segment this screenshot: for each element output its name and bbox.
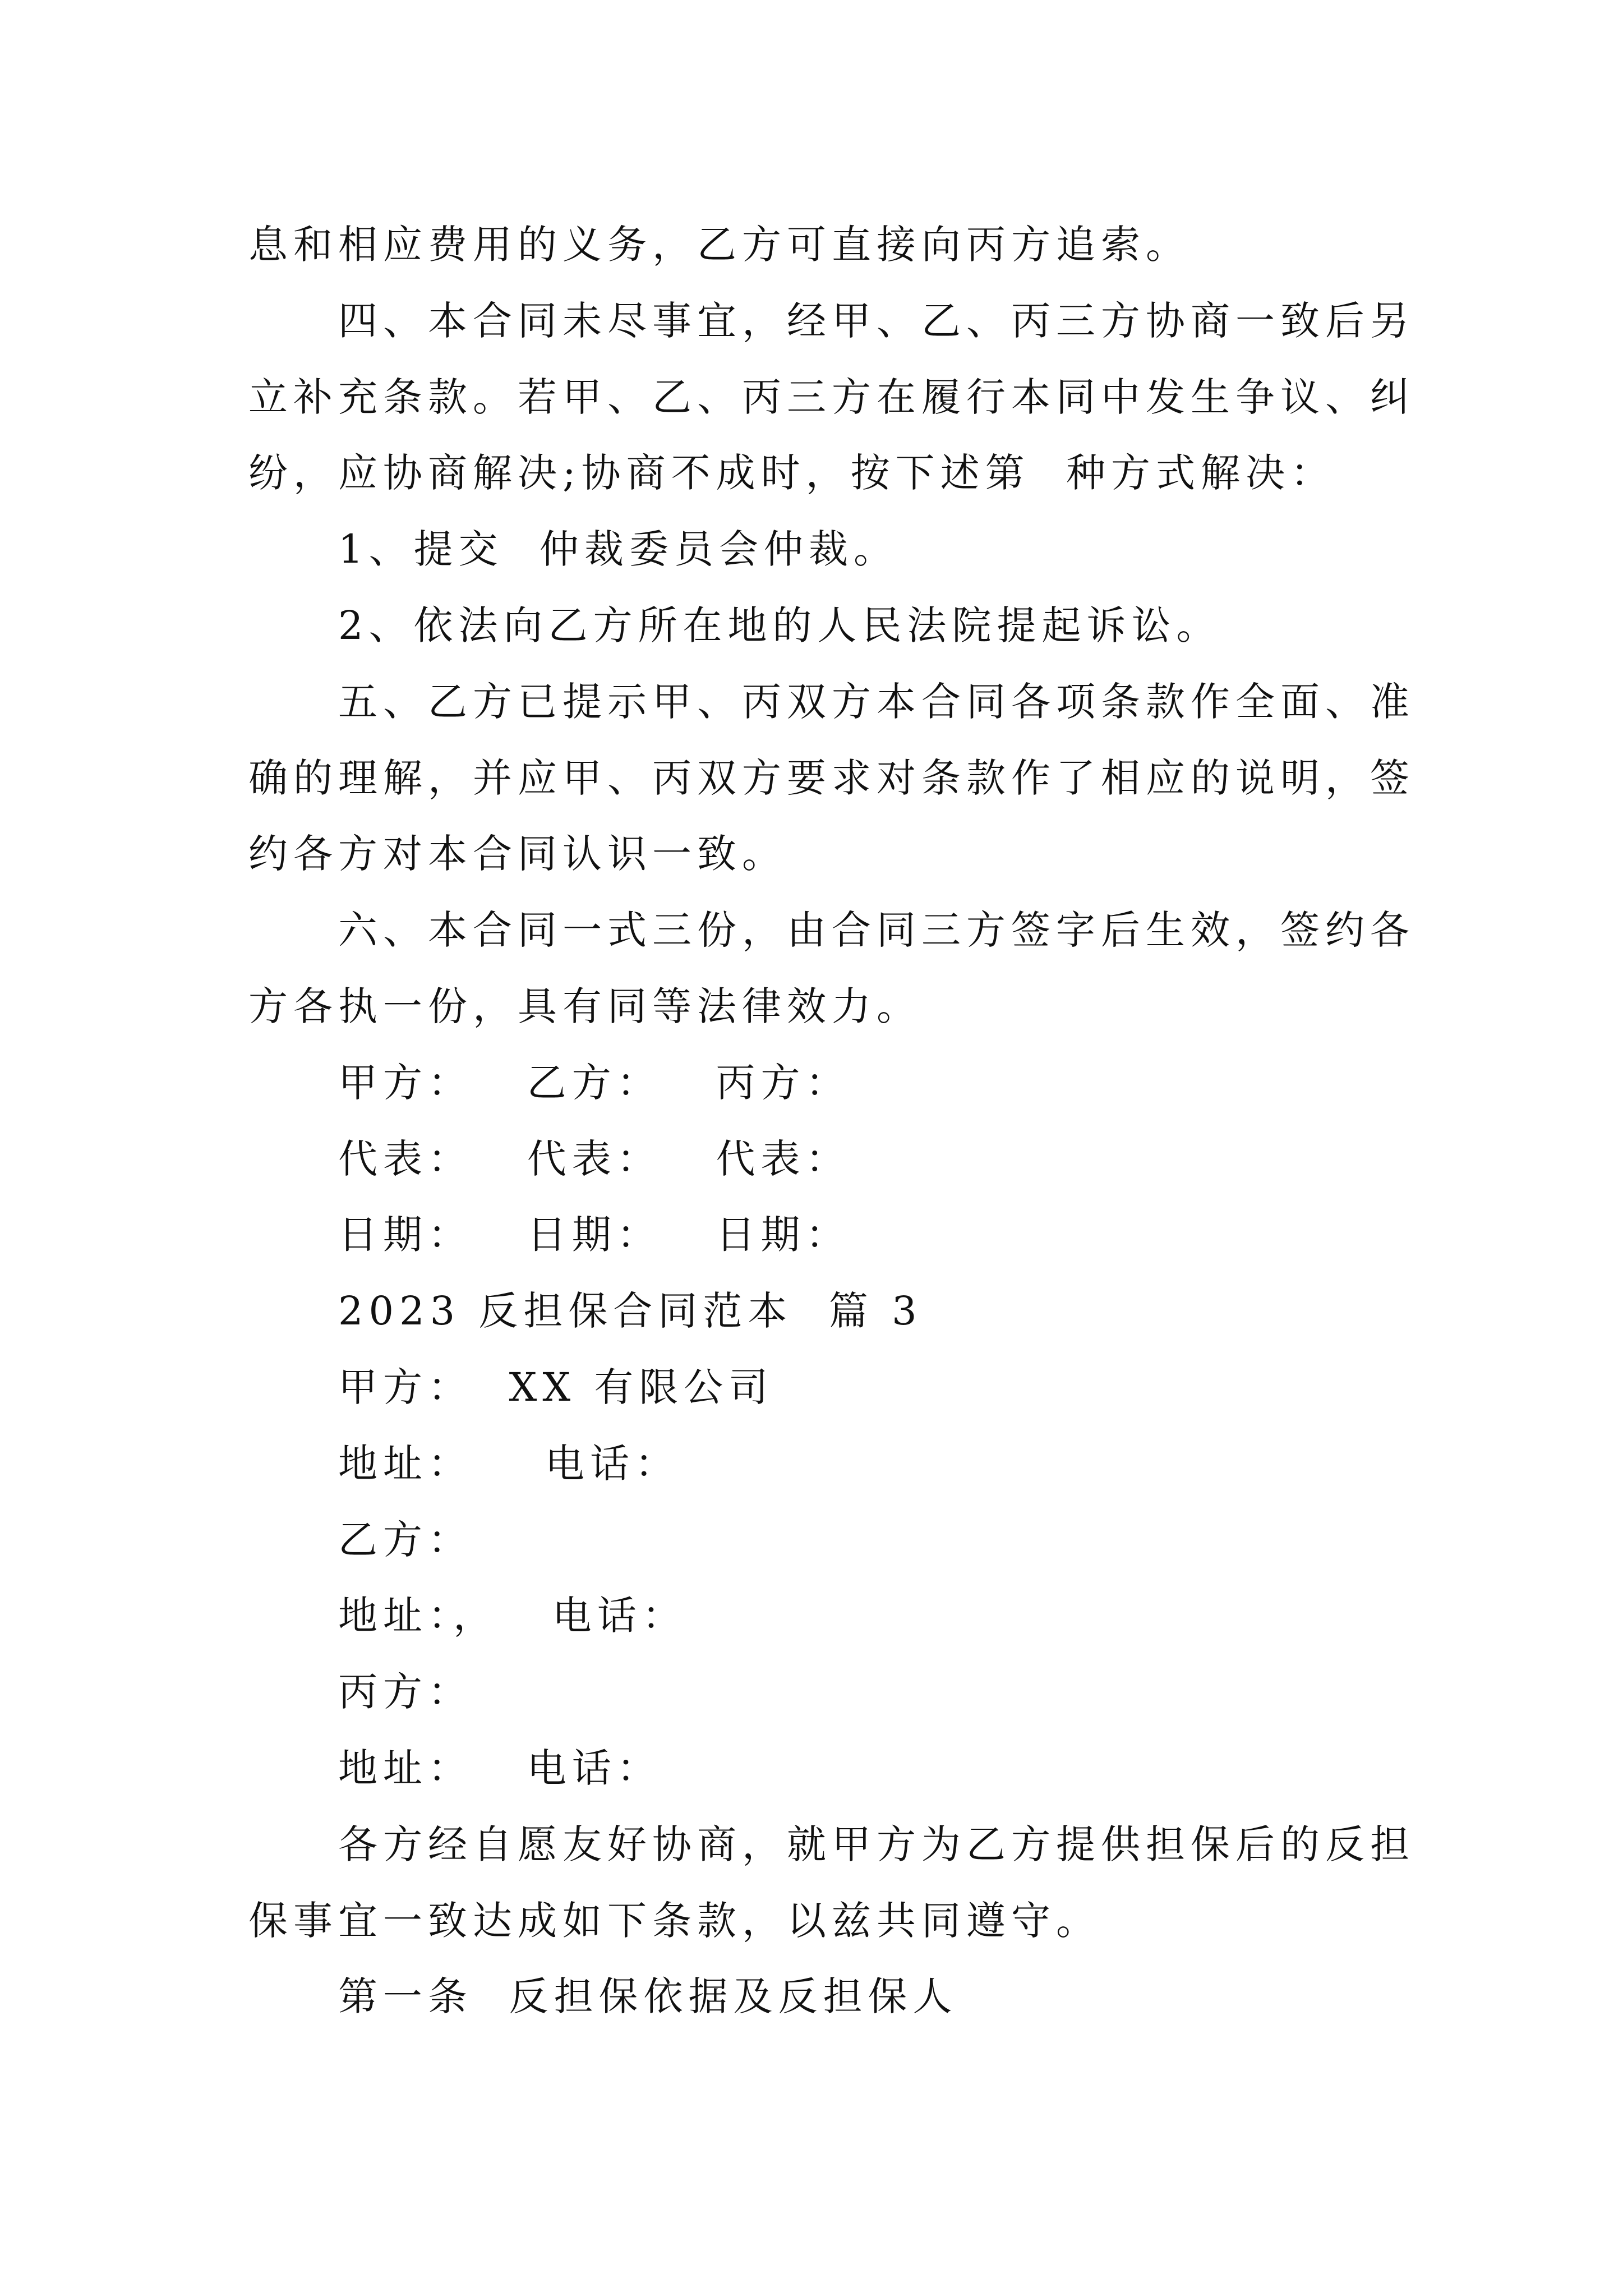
text-line: 甲方： 乙方： 丙方：	[338, 1060, 851, 1106]
text-line: 地址：， 电话：	[338, 1593, 687, 1639]
text-line: 确的理解，并应甲、丙双方要求对条款作了相应的说明，签	[248, 755, 1415, 801]
text-line: 六、本合同一式三份，由合同三方签字后生效，签约各	[338, 907, 1415, 953]
text-line: 2、依法向乙方所在地的人民法院提起诉讼。	[338, 602, 1221, 648]
text-line: 五、乙方已提示甲、丙双方本合同各项条款作全面、准	[338, 679, 1415, 725]
text-line: 1、提交 仲裁委员会仲裁。	[338, 526, 899, 572]
text-line: 地址： 电话：	[338, 1441, 680, 1487]
section-heading: 2023 反担保合同范本 篇 3	[338, 1288, 923, 1334]
text-line: 甲方： XX 有限公司	[338, 1364, 774, 1410]
text-line: 乙方：	[338, 1517, 473, 1563]
text-line: 四、本合同未尽事宜，经甲、乙、丙三方协商一致后另	[338, 298, 1415, 344]
text-line: 约各方对本合同认识一致。	[248, 831, 787, 877]
text-line: 立补充条款。若甲、乙、丙三方在履行本同中发生争议、纠	[248, 374, 1415, 420]
text-line: 地址： 电话：	[338, 1745, 662, 1791]
text-line: 保事宜一致达成如下条款，以兹共同遵守。	[248, 1898, 1101, 1944]
text-line: 各方经自愿友好协商，就甲方为乙方提供担保后的反担	[338, 1821, 1415, 1867]
section-heading: 第一条 反担保依据及反担保人	[338, 1973, 958, 2019]
text-line: 代表： 代表： 代表：	[338, 1136, 851, 1182]
text-line: 丙方：	[338, 1669, 473, 1715]
text-line: 日期： 日期： 日期：	[338, 1212, 851, 1258]
text-line: 纷，应协商解决;协商不成时，按下述第 种方式解决：	[248, 450, 1336, 496]
text-line: 息和相应费用的义务，乙方可直接向丙方追索。	[248, 222, 1191, 268]
text-line: 方各执一份，具有同等法律效力。	[248, 983, 921, 1029]
